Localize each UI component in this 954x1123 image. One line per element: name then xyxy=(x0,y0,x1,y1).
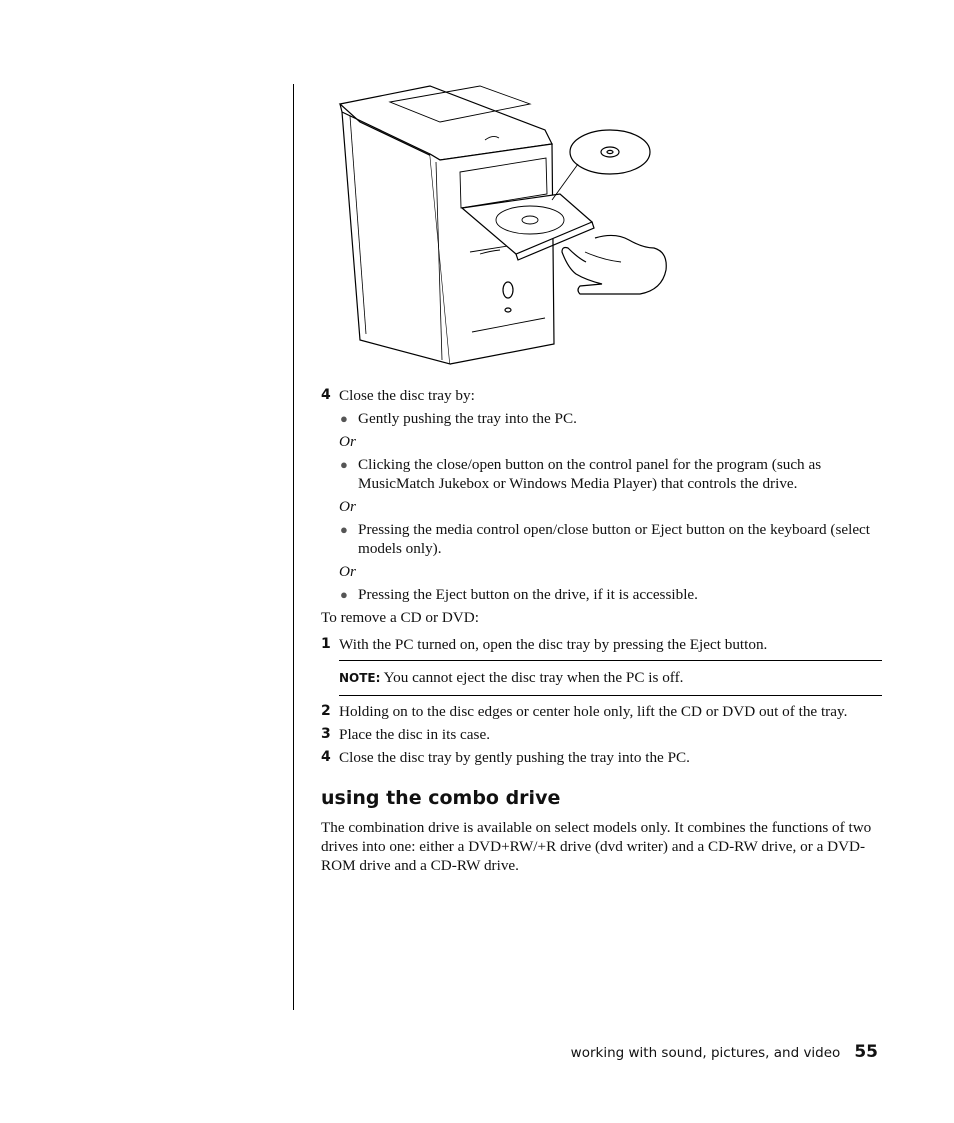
step-text: Holding on to the disc edges or center hole only, lift the CD or DVD out of the tray. xyxy=(339,703,848,720)
bullet-text: Pressing the media control open/close button or Eject button on the keyboard (select models only). xyxy=(358,521,871,557)
step-number: 1 xyxy=(321,636,331,652)
bullet-item xyxy=(321,409,882,428)
chapter-title: working with sound, pictures, and video xyxy=(570,1045,841,1061)
section-heading: using the combo drive xyxy=(321,787,561,809)
margin-rule xyxy=(293,84,294,1010)
main-text xyxy=(321,386,882,875)
bullet-text: Pressing the Eject button on the drive, if it is accessible. xyxy=(358,586,698,603)
note-label: NOTE: xyxy=(339,671,381,685)
note-text: You cannot eject the disc tray when the PC is off. xyxy=(383,669,684,686)
or-separator: Or xyxy=(339,563,356,580)
bullet-text: Clicking the close/open button on the control panel for the program (such as MusicMatch Jukebox or Windows Media Player) that controls the drive. xyxy=(358,456,822,492)
step-text: Close the disc tray by gently pushing the tray into the PC. xyxy=(339,749,690,766)
page-footer xyxy=(571,1042,878,1062)
step-number: 2 xyxy=(321,703,331,719)
step-item xyxy=(321,635,882,654)
step-text: Place the disc in its case. xyxy=(339,726,490,743)
pc-disc-tray-illustration xyxy=(330,82,675,372)
remove-intro: To remove a CD or DVD: xyxy=(321,609,479,626)
bullet-dot-icon: ● xyxy=(340,457,348,472)
step-text: Close the disc tray by: xyxy=(339,387,475,404)
bullet-item xyxy=(321,455,882,493)
step-number: 3 xyxy=(321,726,331,742)
step-text: With the PC turned on, open the disc tray by pressing the Eject button. xyxy=(339,636,768,653)
step-item xyxy=(321,702,882,721)
section-paragraph: The combination drive is available on select models only. It combines the functions of two drives into one: either a DVD+RW/+R drive (dvd writer) and a CD-RW drive, or a DVD-ROM drive and a CD-RW drive. xyxy=(321,819,872,874)
note-box xyxy=(339,660,882,696)
step-number: 4 xyxy=(321,387,331,403)
step-number: 4 xyxy=(321,749,331,765)
page-number: 55 xyxy=(854,1042,878,1062)
or-separator: Or xyxy=(339,433,356,450)
step-item xyxy=(321,386,882,405)
bullet-text: Gently pushing the tray into the PC. xyxy=(358,410,577,427)
step-item xyxy=(321,748,882,767)
bullet-item xyxy=(321,585,882,604)
bullet-dot-icon: ● xyxy=(340,411,348,426)
bullet-dot-icon: ● xyxy=(340,522,348,537)
bullet-item xyxy=(321,520,882,558)
step-item xyxy=(321,725,882,744)
bullet-dot-icon: ● xyxy=(340,587,348,602)
or-separator: Or xyxy=(339,498,356,515)
